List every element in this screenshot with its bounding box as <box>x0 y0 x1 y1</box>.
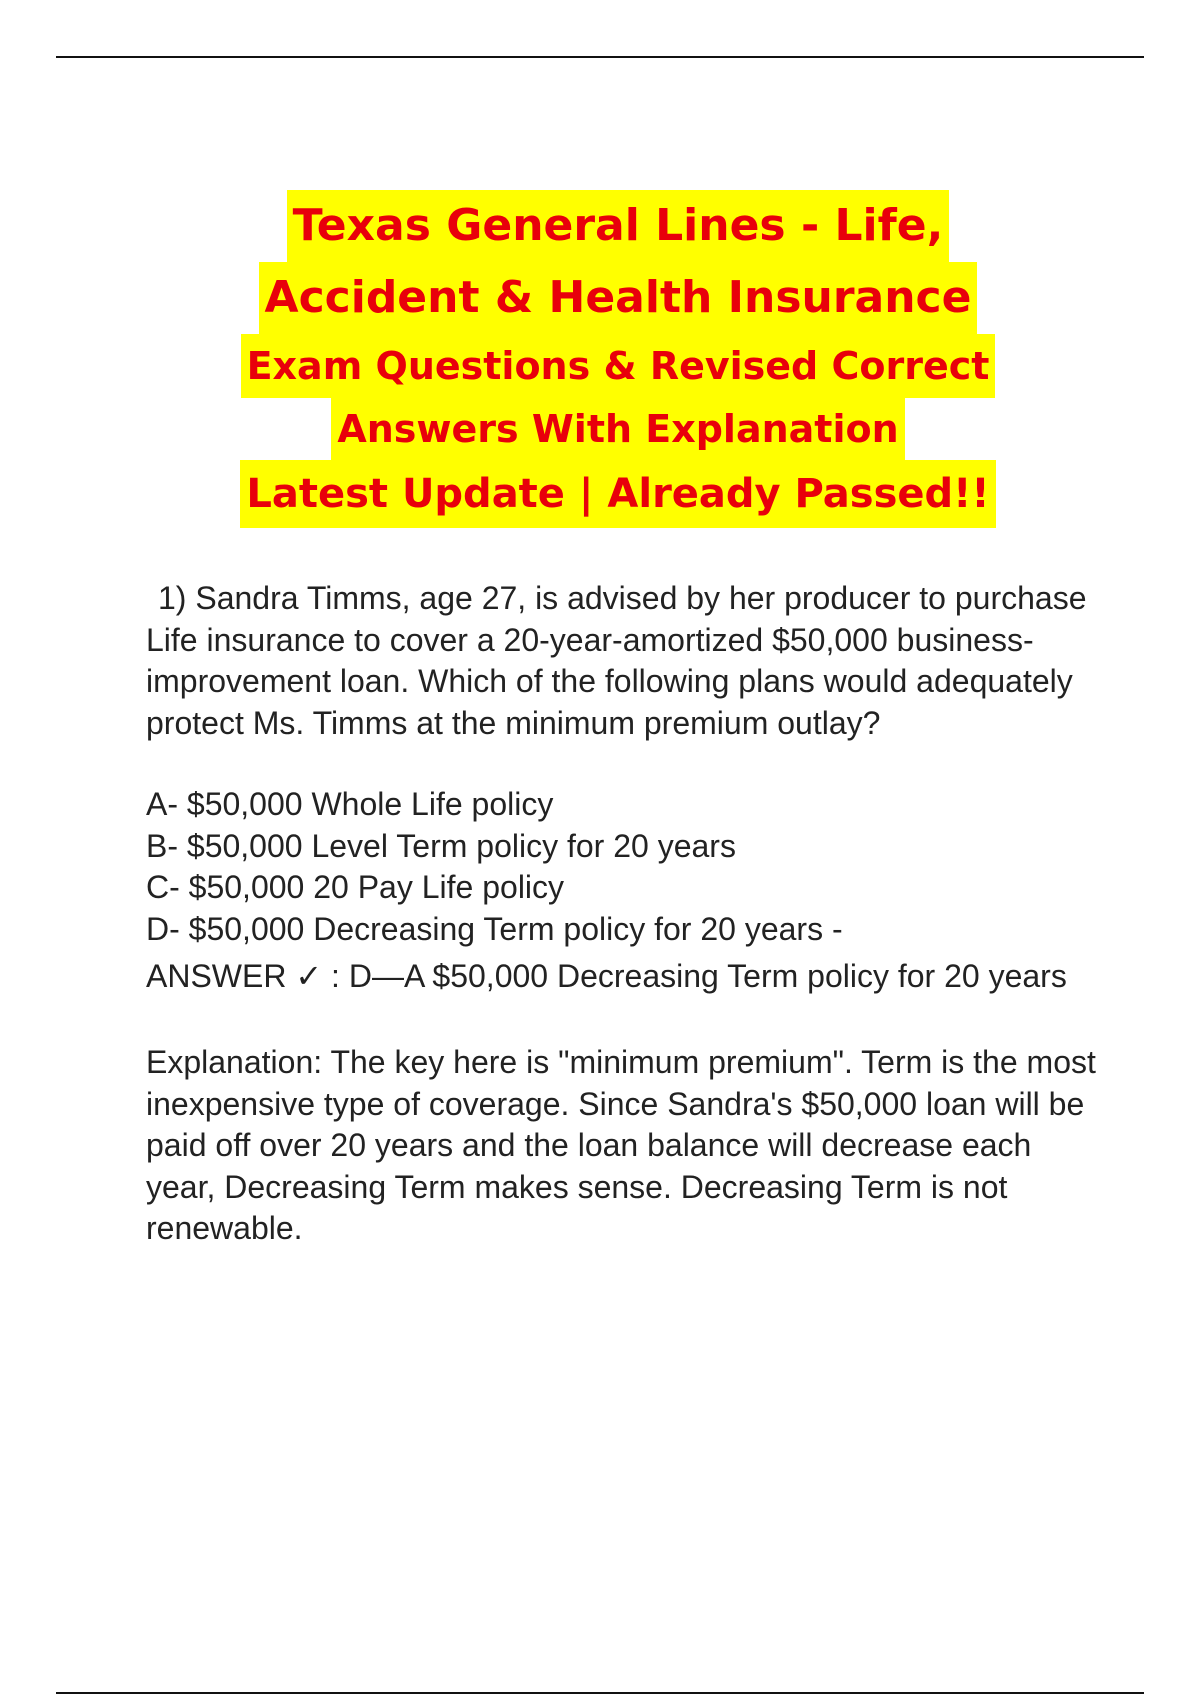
top-divider <box>56 56 1144 58</box>
question-text: 1) Sandra Timms, age 27, is advised by her producer to purchase Life insurance to cover a 20-year-amortized $50,000 business-improvement loan. Which of the following plans would adequately protect Ms. Timms at the minimum premium outlay? <box>146 580 1087 741</box>
title-line-2: Accident & Health Insurance <box>259 262 978 334</box>
title-line-3: Exam Questions & Revised Correct <box>241 334 996 398</box>
option-c: C- $50,000 20 Pay Life policy <box>146 869 565 905</box>
option-b: B- $50,000 Level Term policy for 20 years <box>146 827 736 864</box>
option-d: D- $50,000 Decreasing Term policy for 20 years - <box>146 910 843 947</box>
title-line-5: Latest Update | Already Passed!! <box>240 460 995 528</box>
title-line-4: Answers With Explanation <box>331 398 904 460</box>
explanation-text: Explanation: The key here is "minimum premium". Term is the most inexpensive type of coverage. Since Sandra's $50,000 loan will be paid off over 20 years and the loan balance will decrease each year, Decreasing Term makes sense. Decreasing Term is not renewable. <box>146 1044 1096 1246</box>
title-line-1: Texas General Lines - Life, <box>287 190 950 262</box>
question-block <box>146 578 1096 1250</box>
option-a: A- $50,000 Whole Life policy <box>146 786 554 822</box>
bottom-divider <box>56 1692 1144 1694</box>
document-title <box>0 190 1200 528</box>
answer-text: ANSWER ✓ : D—A $50,000 Decreasing Term policy for 20 years <box>146 958 1067 994</box>
answer-options <box>146 784 1096 950</box>
